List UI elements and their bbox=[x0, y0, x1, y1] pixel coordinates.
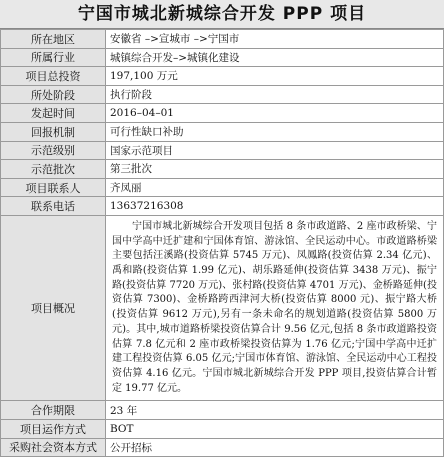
table-row bbox=[1, 30, 444, 49]
table-row bbox=[1, 178, 444, 197]
field-value: 公开招标 bbox=[106, 438, 444, 457]
field-label: 示范级别 bbox=[1, 141, 106, 160]
table-row bbox=[1, 197, 444, 216]
field-label: 发起时间 bbox=[1, 104, 106, 123]
project-overview-text: 宁国市城北新城综合开发项目包括 8 条市政道路、2 座市政桥梁、宁国中学高中迁扩建和宁国体育馆、游泳馆、全民运动中心。市政道路桥梁主要包括汪溪路(投资估算 5745 万元)、凤鳳路(投资估算 2.34 亿元)、禹和路(投资估算 1.99 亿元)、胡乐路延伸(投资估算 3438 万元)、振宁路(投资估算 7720 万元)、张村路(投资估算 4701 万元)、金桥路延伸(投资估算 7300)、金桥路跨西津河大桥(投资估算 8000 元)、振宁路大桥(投资估算 9612 万元),另有一条未命名的规划道路(投资估算 5800 万元)。其中,城市道路桥梁投资估算合计 9.56 亿元,包括 8 条市政道路投资估算 7.8 亿元和 2 座市政桥梁投资估算为 1.76 亿元;宁国中学高中迁扩建工程投资估算 6.05 亿元;宁国市体育馆、游泳馆、全民运动中心工程投资估算 4.16 亿元。宁国市城北新城综合开发 PPP 项目,投资估算合计暂定 19.77 亿元。 bbox=[112, 220, 437, 394]
field-value: 齐凤丽 bbox=[106, 178, 444, 197]
field-label: 所处阶段 bbox=[1, 85, 106, 104]
field-value: 197,100 万元 bbox=[106, 67, 444, 86]
table-row bbox=[1, 122, 444, 141]
table-row bbox=[1, 104, 444, 123]
field-label: 所属行业 bbox=[1, 48, 106, 67]
table-row bbox=[1, 160, 444, 179]
field-value: 13637216308 bbox=[106, 197, 444, 216]
field-value: 可行性缺口补助 bbox=[106, 122, 444, 141]
table-row-overview bbox=[1, 215, 444, 400]
table-row bbox=[1, 67, 444, 86]
field-value: 执行阶段 bbox=[106, 85, 444, 104]
field-label: 项目概况 bbox=[1, 215, 106, 400]
field-value: 第三批次 bbox=[106, 160, 444, 179]
table-row bbox=[1, 419, 444, 438]
page-title: 宁国市城北新城综合开发 PPP 项目 bbox=[0, 0, 444, 29]
table-row bbox=[1, 85, 444, 104]
field-value: 安徽省 –>宣城市 –>宁国市 bbox=[106, 30, 444, 49]
field-label: 所在地区 bbox=[1, 30, 106, 49]
field-value: 国家示范项目 bbox=[106, 141, 444, 160]
field-label: 回报机制 bbox=[1, 122, 106, 141]
field-label: 项目运作方式 bbox=[1, 419, 106, 438]
table-row bbox=[1, 401, 444, 420]
field-value: 2016–04–01 bbox=[106, 104, 444, 123]
field-label: 示范批次 bbox=[1, 160, 106, 179]
field-label: 项目联系人 bbox=[1, 178, 106, 197]
field-label: 项目总投资 bbox=[1, 67, 106, 86]
table-row bbox=[1, 48, 444, 67]
field-value: BOT bbox=[106, 419, 444, 438]
field-value: 城镇综合开发–>城镇化建设 bbox=[106, 48, 444, 67]
table-row bbox=[1, 438, 444, 457]
project-info-table bbox=[0, 29, 444, 457]
field-value: 23 年 bbox=[106, 401, 444, 420]
table-row bbox=[1, 141, 444, 160]
field-label: 合作期限 bbox=[1, 401, 106, 420]
field-label: 采购社会资本方式 bbox=[1, 438, 106, 457]
field-label: 联系电话 bbox=[1, 197, 106, 216]
